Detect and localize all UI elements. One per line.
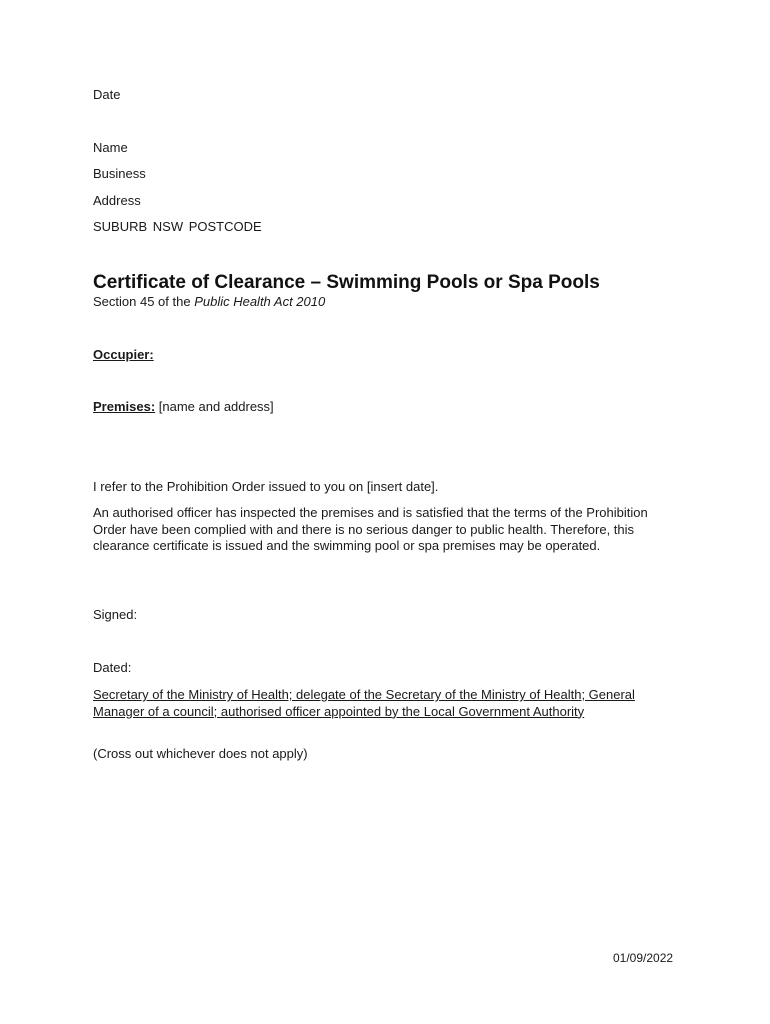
- dated-label: Dated:: [93, 660, 132, 675]
- occupier-label: Occupier:: [93, 347, 154, 362]
- authority-options: Secretary of the Ministry of Health; delegate of the Secretary of the Ministry of Health; General Manager of a council; authorised officer appointed by the Local Government Authority: [93, 687, 635, 719]
- occupier-field: [93, 347, 154, 363]
- date-placeholder: Date: [93, 87, 121, 102]
- reference-sentence: I refer to the Prohibition Order issued to you on [insert date].: [93, 479, 439, 494]
- premises-field: [93, 399, 274, 415]
- premises-label: Premises:: [93, 399, 156, 414]
- footer-date: 01/09/2022: [613, 951, 674, 965]
- subtitle-act-name: Public Health Act 2010: [194, 294, 326, 309]
- cross-out-note: (Cross out whichever does not apply): [93, 746, 308, 761]
- document-title: Certificate of Clearance – Swimming Pools or Spa Pools: [93, 272, 600, 293]
- recipient-business: Business: [93, 166, 146, 181]
- premises-value: [name and address]: [155, 399, 274, 414]
- clearance-statement: An authorised officer has inspected the premises and is satisfied that the terms of the Prohibition Order have been complied with and there is no serious danger to public health. Therefore, this clearance certificate is issued and the swimming pool or spa premises may be operated.: [93, 505, 648, 553]
- signed-label: Signed:: [93, 607, 138, 622]
- recipient-name: Name: [93, 140, 128, 155]
- recipient-suburb-line: SUBURB NSW POSTCODE: [93, 219, 262, 234]
- subtitle-prefix: Section 45 of the: [93, 294, 195, 309]
- document-subtitle: [93, 294, 325, 310]
- recipient-address: Address: [93, 193, 141, 208]
